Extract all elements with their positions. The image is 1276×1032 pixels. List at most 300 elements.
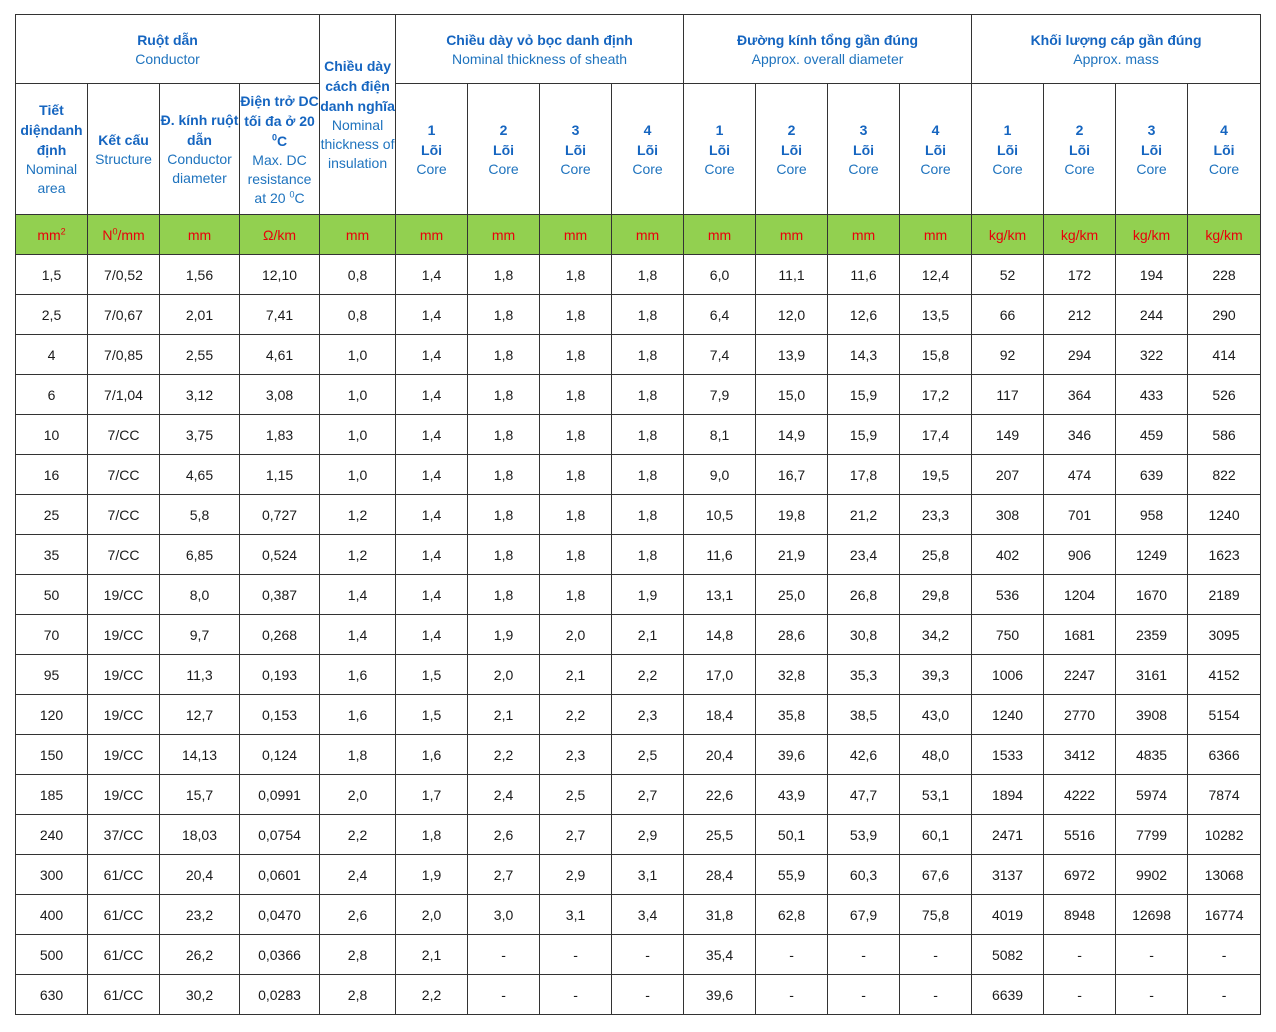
core-label-vi: Lõi bbox=[1069, 141, 1091, 158]
table-cell: 294 bbox=[1044, 335, 1116, 375]
header-insulation bbox=[320, 15, 396, 215]
table-cell: 30,8 bbox=[828, 615, 900, 655]
table-row bbox=[16, 295, 1261, 335]
header-area-vi: Tiết diệndanh định bbox=[20, 102, 83, 158]
table-cell: 2,1 bbox=[468, 695, 540, 735]
table-cell: 25,8 bbox=[900, 535, 972, 575]
table-cell: 19,8 bbox=[756, 495, 828, 535]
core-label-num: 2 bbox=[1075, 121, 1084, 138]
table-cell: 11,6 bbox=[684, 535, 756, 575]
table-cell: 1670 bbox=[1116, 575, 1188, 615]
table-cell: 1,8 bbox=[540, 495, 612, 535]
table-cell: 1,5 bbox=[396, 695, 468, 735]
cell-nominal-area: 95 bbox=[16, 655, 88, 695]
table-cell: 322 bbox=[1116, 335, 1188, 375]
table-cell: 0,193 bbox=[240, 655, 320, 695]
table-cell: 1,4 bbox=[396, 375, 468, 415]
table-cell: 35,8 bbox=[756, 695, 828, 735]
table-cell: 1,8 bbox=[468, 335, 540, 375]
table-cell: 35,4 bbox=[684, 935, 756, 975]
table-cell: 1,8 bbox=[612, 375, 684, 415]
table-cell: 2,8 bbox=[320, 935, 396, 975]
resistance-vi-text: Điện trở DC tối đa ở 20 bbox=[240, 92, 319, 129]
table-cell: 1,8 bbox=[612, 535, 684, 575]
core-label-vi: Lõi bbox=[997, 141, 1019, 158]
table-cell: 37/CC bbox=[88, 815, 160, 855]
header-diameter-core-1 bbox=[684, 84, 756, 215]
table-cell: 2,0 bbox=[320, 775, 396, 815]
table-cell: 0,153 bbox=[240, 695, 320, 735]
table-row bbox=[16, 855, 1261, 895]
table-cell: 43,0 bbox=[900, 695, 972, 735]
header-sheath-vi: Chiều dày vỏ bọc danh định bbox=[446, 31, 633, 48]
table-cell: 12,6 bbox=[828, 295, 900, 335]
table-cell: 474 bbox=[1044, 455, 1116, 495]
table-cell: 536 bbox=[972, 575, 1044, 615]
table-cell: 1,2 bbox=[320, 535, 396, 575]
core-label-vi: Lõi bbox=[1141, 141, 1163, 158]
table-cell: 1,8 bbox=[468, 415, 540, 455]
header-area-en: Nominal area bbox=[25, 161, 78, 196]
table-cell: 23,2 bbox=[160, 895, 240, 935]
table-cell: 1,8 bbox=[468, 575, 540, 615]
resistance-vi-unit: C bbox=[276, 132, 288, 149]
table-cell: 1,8 bbox=[320, 735, 396, 775]
table-cell: 3908 bbox=[1116, 695, 1188, 735]
unit-resistance: Ω/km bbox=[240, 215, 320, 255]
table-cell: 2,3 bbox=[540, 735, 612, 775]
header-mass bbox=[972, 15, 1261, 84]
table-cell: 1533 bbox=[972, 735, 1044, 775]
table-cell: 20,4 bbox=[160, 855, 240, 895]
table-cell: 906 bbox=[1044, 535, 1116, 575]
core-label-num: 2 bbox=[787, 121, 796, 138]
unit-row bbox=[16, 215, 1261, 255]
table-cell: 290 bbox=[1188, 295, 1261, 335]
table-cell: 39,3 bbox=[900, 655, 972, 695]
table-cell: 17,0 bbox=[684, 655, 756, 695]
header-resistance-en bbox=[240, 151, 319, 208]
table-cell: 14,13 bbox=[160, 735, 240, 775]
table-cell: 2,2 bbox=[320, 815, 396, 855]
table-cell: 1,8 bbox=[396, 815, 468, 855]
table-cell: 117 bbox=[972, 375, 1044, 415]
unit-sheath-4: mm bbox=[612, 215, 684, 255]
table-cell: 7,9 bbox=[684, 375, 756, 415]
table-cell: 194 bbox=[1116, 255, 1188, 295]
table-cell: 1,4 bbox=[396, 575, 468, 615]
table-cell: 207 bbox=[972, 455, 1044, 495]
table-cell: 39,6 bbox=[684, 975, 756, 1015]
table-cell: 1623 bbox=[1188, 535, 1261, 575]
core-label-num: 3 bbox=[859, 121, 868, 138]
table-row bbox=[16, 535, 1261, 575]
table-cell: 4222 bbox=[1044, 775, 1116, 815]
table-cell: 2,0 bbox=[468, 655, 540, 695]
unit-structure bbox=[88, 215, 160, 255]
core-label-en: Core bbox=[488, 160, 519, 177]
table-cell: 2,7 bbox=[612, 775, 684, 815]
table-cell: 3,12 bbox=[160, 375, 240, 415]
table-cell: 1,4 bbox=[396, 495, 468, 535]
table-cell: 61/CC bbox=[88, 895, 160, 935]
table-cell: 7799 bbox=[1116, 815, 1188, 855]
table-cell: 2,5 bbox=[612, 735, 684, 775]
table-cell: 1,8 bbox=[468, 295, 540, 335]
unit-diameter-3: mm bbox=[828, 215, 900, 255]
table-cell: - bbox=[1188, 975, 1261, 1015]
table-cell: 1681 bbox=[1044, 615, 1116, 655]
core-label-en: Core bbox=[848, 160, 879, 177]
header-diameter bbox=[684, 15, 972, 84]
header-sheath-core-3 bbox=[540, 84, 612, 215]
table-cell: 12698 bbox=[1116, 895, 1188, 935]
table-cell: 13,5 bbox=[900, 295, 972, 335]
table-cell: 28,6 bbox=[756, 615, 828, 655]
table-cell: 55,9 bbox=[756, 855, 828, 895]
table-cell: 14,8 bbox=[684, 615, 756, 655]
table-row bbox=[16, 895, 1261, 935]
table-cell: 1,4 bbox=[320, 575, 396, 615]
table-cell: 1,9 bbox=[396, 855, 468, 895]
table-cell: 0,387 bbox=[240, 575, 320, 615]
core-label-en: Core bbox=[776, 160, 807, 177]
table-cell: 2,2 bbox=[468, 735, 540, 775]
core-label-en: Core bbox=[1136, 160, 1167, 177]
table-cell: 822 bbox=[1188, 455, 1261, 495]
table-cell: 1,0 bbox=[320, 375, 396, 415]
table-cell: 1,8 bbox=[540, 455, 612, 495]
resistance-en-unit: C bbox=[294, 189, 305, 206]
table-cell: 35,3 bbox=[828, 655, 900, 695]
header-mass-core-3 bbox=[1116, 84, 1188, 215]
resistance-en-sup: 0 bbox=[289, 188, 295, 199]
table-cell: 2,6 bbox=[468, 815, 540, 855]
table-cell: 39,6 bbox=[756, 735, 828, 775]
unit-area bbox=[16, 215, 88, 255]
table-cell: 34,2 bbox=[900, 615, 972, 655]
table-cell: 1,56 bbox=[160, 255, 240, 295]
table-cell: 31,8 bbox=[684, 895, 756, 935]
table-cell: 18,03 bbox=[160, 815, 240, 855]
table-cell: 2,8 bbox=[320, 975, 396, 1015]
table-cell: 459 bbox=[1116, 415, 1188, 455]
core-label-num: 2 bbox=[499, 121, 508, 138]
table-cell: 25,0 bbox=[756, 575, 828, 615]
table-cell: 0,727 bbox=[240, 495, 320, 535]
core-label-vi: Lõi bbox=[709, 141, 731, 158]
table-cell: 1,8 bbox=[612, 415, 684, 455]
table-cell: - bbox=[1116, 935, 1188, 975]
unit-diameter-4: mm bbox=[900, 215, 972, 255]
table-cell: 0,0754 bbox=[240, 815, 320, 855]
core-label-num: 4 bbox=[931, 121, 940, 138]
table-cell: 1,8 bbox=[468, 255, 540, 295]
header-mass-vi: Khối lượng cáp gần đúng bbox=[1030, 31, 1202, 48]
table-cell: 1,8 bbox=[612, 255, 684, 295]
table-cell: 9902 bbox=[1116, 855, 1188, 895]
table-cell: 2,7 bbox=[540, 815, 612, 855]
table-cell: 20,4 bbox=[684, 735, 756, 775]
unit-mass-1: kg/km bbox=[972, 215, 1044, 255]
table-cell: 19,5 bbox=[900, 455, 972, 495]
table-cell: 17,2 bbox=[900, 375, 972, 415]
table-cell: 1,9 bbox=[468, 615, 540, 655]
table-cell: 3161 bbox=[1116, 655, 1188, 695]
table-cell: 19/CC bbox=[88, 655, 160, 695]
table-cell: 8948 bbox=[1044, 895, 1116, 935]
header-mass-core-4 bbox=[1188, 84, 1261, 215]
table-cell: 5974 bbox=[1116, 775, 1188, 815]
table-cell: 6366 bbox=[1188, 735, 1261, 775]
table-row bbox=[16, 775, 1261, 815]
table-cell: 62,8 bbox=[756, 895, 828, 935]
table-cell: 60,1 bbox=[900, 815, 972, 855]
table-row bbox=[16, 655, 1261, 695]
cell-nominal-area: 50 bbox=[16, 575, 88, 615]
table-cell: 1,0 bbox=[320, 335, 396, 375]
core-label-vi: Lõi bbox=[565, 141, 587, 158]
unit-insulation: mm bbox=[320, 215, 396, 255]
table-cell: 61/CC bbox=[88, 935, 160, 975]
resistance-en-text: Max. DC resistance at 20 bbox=[247, 151, 312, 206]
table-cell: 60,3 bbox=[828, 855, 900, 895]
table-cell: 2,7 bbox=[468, 855, 540, 895]
table-row bbox=[16, 455, 1261, 495]
table-cell: 364 bbox=[1044, 375, 1116, 415]
table-cell: 18,4 bbox=[684, 695, 756, 735]
table-cell: 2,4 bbox=[320, 855, 396, 895]
unit-sheath-2: mm bbox=[468, 215, 540, 255]
table-cell: 433 bbox=[1116, 375, 1188, 415]
table-cell: 19/CC bbox=[88, 775, 160, 815]
table-cell: 1,4 bbox=[396, 255, 468, 295]
table-cell: 10,5 bbox=[684, 495, 756, 535]
table-cell: 1,4 bbox=[396, 535, 468, 575]
table-cell: 0,268 bbox=[240, 615, 320, 655]
table-cell: 16,7 bbox=[756, 455, 828, 495]
table-cell: 1,4 bbox=[396, 295, 468, 335]
core-label-num: 1 bbox=[427, 121, 436, 138]
table-cell: 23,3 bbox=[900, 495, 972, 535]
core-label-num: 4 bbox=[1220, 121, 1228, 138]
table-cell: 17,4 bbox=[900, 415, 972, 455]
unit-structure-sup: 0 bbox=[112, 225, 118, 236]
table-cell: 2,01 bbox=[160, 295, 240, 335]
table-cell: 15,9 bbox=[828, 415, 900, 455]
core-label-num: 1 bbox=[1003, 121, 1012, 138]
table-cell: 7/0,85 bbox=[88, 335, 160, 375]
table-cell: 1,8 bbox=[612, 295, 684, 335]
unit-structure-post: /mm bbox=[117, 226, 145, 243]
table-cell: 228 bbox=[1188, 255, 1261, 295]
unit-structure-base: N bbox=[102, 226, 113, 243]
table-cell: 0,0283 bbox=[240, 975, 320, 1015]
table-cell: 1,6 bbox=[320, 695, 396, 735]
table-cell: 19/CC bbox=[88, 615, 160, 655]
header-mass-core-1 bbox=[972, 84, 1044, 215]
cell-nominal-area: 70 bbox=[16, 615, 88, 655]
table-cell: 2,2 bbox=[396, 975, 468, 1015]
unit-area-base: mm bbox=[37, 226, 61, 243]
table-cell: 15,9 bbox=[828, 375, 900, 415]
header-diameter-core-4 bbox=[900, 84, 972, 215]
core-label-en: Core bbox=[416, 160, 447, 177]
table-cell: 1006 bbox=[972, 655, 1044, 695]
table-cell: 3,4 bbox=[612, 895, 684, 935]
table-cell: 1,8 bbox=[468, 375, 540, 415]
core-label-en: Core bbox=[632, 160, 663, 177]
table-cell: 47,7 bbox=[828, 775, 900, 815]
table-row bbox=[16, 575, 1261, 615]
table-cell: 11,6 bbox=[828, 255, 900, 295]
cell-nominal-area: 500 bbox=[16, 935, 88, 975]
table-cell: 1,8 bbox=[540, 335, 612, 375]
table-row bbox=[16, 495, 1261, 535]
table-row bbox=[16, 695, 1261, 735]
table-cell: 30,2 bbox=[160, 975, 240, 1015]
table-cell: 586 bbox=[1188, 415, 1261, 455]
cell-nominal-area: 120 bbox=[16, 695, 88, 735]
table-cell: 3095 bbox=[1188, 615, 1261, 655]
table-cell: 12,7 bbox=[160, 695, 240, 735]
table-cell: - bbox=[900, 975, 972, 1015]
table-cell: 3,1 bbox=[540, 895, 612, 935]
table-cell: 402 bbox=[972, 535, 1044, 575]
header-diameter-core-2 bbox=[756, 84, 828, 215]
header-sheath-core-2 bbox=[468, 84, 540, 215]
table-cell: 1240 bbox=[1188, 495, 1261, 535]
core-label-vi: Lõi bbox=[781, 141, 803, 158]
table-cell: 16774 bbox=[1188, 895, 1261, 935]
table-cell: - bbox=[756, 935, 828, 975]
table-row bbox=[16, 975, 1261, 1015]
core-label-vi: Lõi bbox=[925, 141, 947, 158]
table-cell: - bbox=[1116, 975, 1188, 1015]
table-cell: 2189 bbox=[1188, 575, 1261, 615]
table-cell: 1,4 bbox=[396, 415, 468, 455]
table-cell: - bbox=[468, 975, 540, 1015]
table-cell: 21,2 bbox=[828, 495, 900, 535]
table-cell: - bbox=[612, 935, 684, 975]
table-cell: 212 bbox=[1044, 295, 1116, 335]
unit-sheath-3: mm bbox=[540, 215, 612, 255]
table-cell: 9,0 bbox=[684, 455, 756, 495]
table-cell: 2,5 bbox=[540, 775, 612, 815]
table-cell: 7/1,04 bbox=[88, 375, 160, 415]
header-area bbox=[16, 84, 88, 215]
core-label-en: Core bbox=[1208, 160, 1240, 177]
table-cell: 2247 bbox=[1044, 655, 1116, 695]
table-cell: 8,1 bbox=[684, 415, 756, 455]
table-cell: 1,8 bbox=[612, 335, 684, 375]
core-label-num: 1 bbox=[715, 121, 724, 138]
table-cell: 12,0 bbox=[756, 295, 828, 335]
table-cell: 1,0 bbox=[320, 415, 396, 455]
table-cell: - bbox=[540, 935, 612, 975]
header-resistance-vi bbox=[240, 91, 319, 151]
table-cell: 19/CC bbox=[88, 695, 160, 735]
table-cell: 2,9 bbox=[612, 815, 684, 855]
table-cell: 38,5 bbox=[828, 695, 900, 735]
table-cell: 0,524 bbox=[240, 535, 320, 575]
header-cond-diameter bbox=[160, 84, 240, 215]
table-cell: 2,1 bbox=[612, 615, 684, 655]
table-cell: 2770 bbox=[1044, 695, 1116, 735]
header-row-groups bbox=[16, 15, 1261, 84]
unit-mass-3: kg/km bbox=[1116, 215, 1188, 255]
table-cell: - bbox=[828, 935, 900, 975]
table-cell: 2,1 bbox=[396, 935, 468, 975]
table-cell: 22,6 bbox=[684, 775, 756, 815]
header-diameter-en: Approx. overall diameter bbox=[751, 50, 904, 67]
table-cell: 0,0470 bbox=[240, 895, 320, 935]
table-cell: 29,8 bbox=[900, 575, 972, 615]
cell-nominal-area: 25 bbox=[16, 495, 88, 535]
table-cell: 0,0601 bbox=[240, 855, 320, 895]
table-cell: 19/CC bbox=[88, 575, 160, 615]
table-cell: 13,9 bbox=[756, 335, 828, 375]
table-cell: 61/CC bbox=[88, 855, 160, 895]
cell-nominal-area: 10 bbox=[16, 415, 88, 455]
table-cell: - bbox=[756, 975, 828, 1015]
table-cell: 6,4 bbox=[684, 295, 756, 335]
table-cell: 26,8 bbox=[828, 575, 900, 615]
table-cell: 1,7 bbox=[396, 775, 468, 815]
core-label-vi: Lõi bbox=[853, 141, 875, 158]
header-sheath-core-1 bbox=[396, 84, 468, 215]
table-cell: 21,9 bbox=[756, 535, 828, 575]
table-cell: 149 bbox=[972, 415, 1044, 455]
table-cell: 14,9 bbox=[756, 415, 828, 455]
table-cell: 2359 bbox=[1116, 615, 1188, 655]
table-cell: 2,2 bbox=[612, 655, 684, 695]
table-cell: 346 bbox=[1044, 415, 1116, 455]
cell-nominal-area: 6 bbox=[16, 375, 88, 415]
table-row bbox=[16, 335, 1261, 375]
unit-diameter-2: mm bbox=[756, 215, 828, 255]
table-cell: 1,6 bbox=[320, 655, 396, 695]
table-cell: - bbox=[1044, 975, 1116, 1015]
core-label-en: Core bbox=[560, 160, 591, 177]
table-cell: 15,0 bbox=[756, 375, 828, 415]
table-cell: 67,9 bbox=[828, 895, 900, 935]
unit-diameter-1: mm bbox=[684, 215, 756, 255]
table-cell: - bbox=[540, 975, 612, 1015]
table-cell: - bbox=[900, 935, 972, 975]
table-cell: 42,6 bbox=[828, 735, 900, 775]
core-label-vi: Lõi bbox=[421, 141, 443, 158]
table-cell: 2,6 bbox=[320, 895, 396, 935]
table-cell: 308 bbox=[972, 495, 1044, 535]
table-cell: 2,3 bbox=[612, 695, 684, 735]
table-cell: 13068 bbox=[1188, 855, 1261, 895]
table-cell: - bbox=[828, 975, 900, 1015]
table-row bbox=[16, 815, 1261, 855]
core-label-num: 4 bbox=[643, 121, 652, 138]
core-label-en: Core bbox=[704, 160, 735, 177]
header-sheath-core-4 bbox=[612, 84, 684, 215]
table-cell: 1,8 bbox=[540, 295, 612, 335]
table-cell: 25,5 bbox=[684, 815, 756, 855]
core-label-vi: Lõi bbox=[637, 141, 659, 158]
core-label-num: 3 bbox=[1147, 121, 1156, 138]
table-cell: 172 bbox=[1044, 255, 1116, 295]
table-cell: 1,8 bbox=[612, 495, 684, 535]
table-cell: - bbox=[1044, 935, 1116, 975]
table-cell: 1,8 bbox=[540, 575, 612, 615]
cell-nominal-area: 16 bbox=[16, 455, 88, 495]
